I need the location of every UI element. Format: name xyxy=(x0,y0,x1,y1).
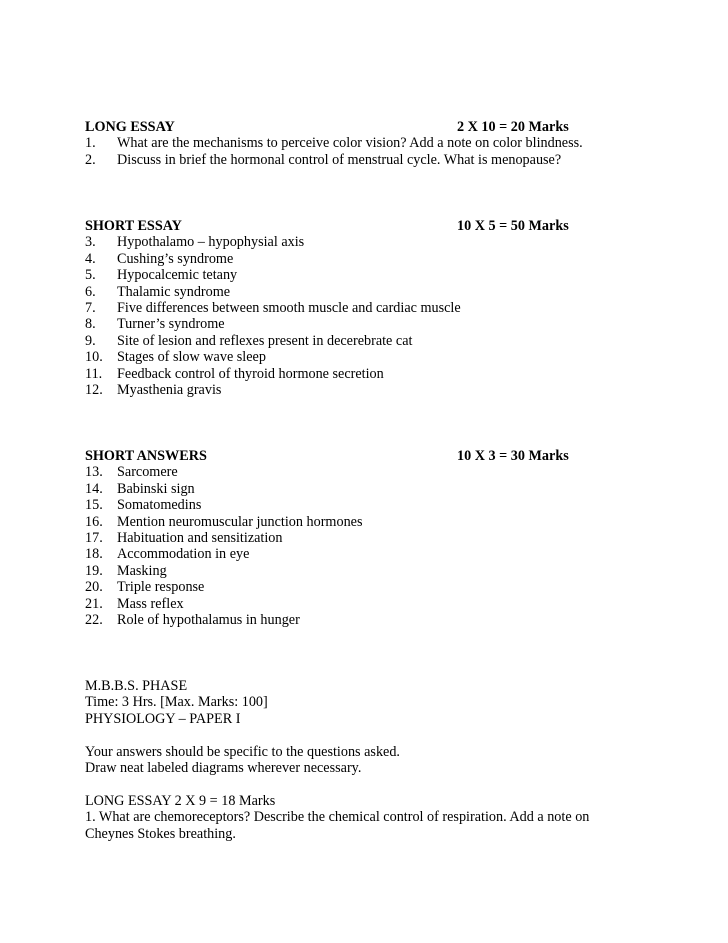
question-item xyxy=(85,267,585,283)
time-and-marks: Time: 3 Hrs. [Max. Marks: 100] xyxy=(85,694,268,711)
question-text: Thalamic syndrome xyxy=(117,283,231,300)
question-text: Sarcomere xyxy=(117,464,178,481)
section-header xyxy=(85,218,585,234)
question-item xyxy=(85,316,585,332)
question-text: Hypothalamo – hypophysial axis xyxy=(117,234,305,251)
question-number: 4. xyxy=(85,250,96,267)
question-number: 20. xyxy=(85,579,103,596)
question-number: 16. xyxy=(85,513,103,530)
section-title: SHORT ANSWERS xyxy=(85,448,207,464)
question-number: 21. xyxy=(85,595,103,612)
question-text: Discuss in brief the hormonal control of menstrual cycle. What is menopause? xyxy=(117,151,562,168)
question-item xyxy=(85,251,585,267)
question-text: Role of hypothalamus in hunger xyxy=(117,612,300,629)
section-title: LONG ESSAY xyxy=(85,119,175,135)
question-number: 3. xyxy=(85,234,96,251)
question-number: 17. xyxy=(85,530,103,547)
question-text: Triple response xyxy=(117,579,205,596)
question-number: 22. xyxy=(85,612,103,629)
question-text: Babinski sign xyxy=(117,480,195,497)
question-item xyxy=(85,579,585,595)
question-number: 10. xyxy=(85,349,103,366)
question-text: What are the mechanisms to perceive color vision? Add a note on color blindness. xyxy=(117,135,583,152)
question-item xyxy=(85,596,585,612)
section-header xyxy=(85,119,585,135)
question-item xyxy=(85,481,585,497)
question-number: 1. xyxy=(85,135,96,152)
short-essay-section xyxy=(85,218,585,398)
question-item xyxy=(85,464,585,480)
section-marks: 10 X 3 = 30 Marks xyxy=(457,448,569,464)
question-item xyxy=(85,300,585,316)
question-number: 6. xyxy=(85,283,96,300)
question-text: Five differences between smooth muscle and cardiac muscle xyxy=(117,300,461,317)
question-number: 19. xyxy=(85,562,103,579)
question-number: 9. xyxy=(85,332,96,349)
question-number: 14. xyxy=(85,480,103,497)
question-item xyxy=(85,333,585,349)
question-number: 15. xyxy=(85,497,103,514)
question-text: Mass reflex xyxy=(117,595,184,612)
question-item xyxy=(85,546,585,562)
spacer xyxy=(85,776,625,792)
section-marks: 10 X 5 = 50 Marks xyxy=(457,218,569,234)
question-text: Hypocalcemic tetany xyxy=(117,267,238,284)
question-line: Cheynes Stokes breathing. xyxy=(85,825,236,842)
question-item xyxy=(85,612,585,628)
question-number: 11. xyxy=(85,365,103,382)
short-answers-section xyxy=(85,448,585,628)
question-item xyxy=(85,530,585,546)
question-text: Mention neuromuscular junction hormones xyxy=(117,513,363,530)
question-text: Turner’s syndrome xyxy=(117,316,225,333)
question-item xyxy=(85,234,585,250)
question-text: Stages of slow wave sleep xyxy=(117,349,266,366)
course-title: M.B.B.S. PHASE xyxy=(85,678,188,694)
question-text: Masking xyxy=(117,562,167,579)
question-number: 8. xyxy=(85,316,96,333)
exam-info-block xyxy=(85,678,625,842)
question-item xyxy=(85,349,585,365)
question-number: 7. xyxy=(85,300,96,317)
question-number: 2. xyxy=(85,151,96,168)
question-number: 13. xyxy=(85,464,103,481)
instruction-line: Draw neat labeled diagrams wherever necessary. xyxy=(85,760,362,777)
spacer xyxy=(85,727,625,743)
section-marks: 2 X 10 = 20 Marks xyxy=(457,119,569,135)
question-line: 1. What are chemoreceptors? Describe the chemical control of respiration. Add a note on xyxy=(85,809,590,826)
question-item xyxy=(85,366,585,382)
question-text: Myasthenia gravis xyxy=(117,382,222,399)
question-item xyxy=(85,563,585,579)
question-item xyxy=(85,382,585,398)
section-title: SHORT ESSAY xyxy=(85,218,182,234)
question-item xyxy=(85,135,585,151)
paper-title: PHYSIOLOGY – PAPER I xyxy=(85,710,241,727)
question-text: Cushing’s syndrome xyxy=(117,250,234,267)
instruction-line: Your answers should be specific to the questions asked. xyxy=(85,743,400,760)
question-text: Accommodation in eye xyxy=(117,546,250,563)
section-header xyxy=(85,448,585,464)
question-number: 18. xyxy=(85,546,103,563)
question-number: 12. xyxy=(85,382,103,399)
question-text: Somatomedins xyxy=(117,497,202,514)
question-item xyxy=(85,514,585,530)
question-item xyxy=(85,152,585,168)
question-number: 5. xyxy=(85,267,96,284)
question-text: Habituation and sensitization xyxy=(117,530,283,547)
long-essay-section xyxy=(85,119,585,168)
section-heading-line: LONG ESSAY 2 X 9 = 18 Marks xyxy=(85,792,276,809)
question-text: Site of lesion and reflexes present in decerebrate cat xyxy=(117,332,413,349)
question-item xyxy=(85,497,585,513)
question-text: Feedback control of thyroid hormone secretion xyxy=(117,365,384,382)
question-item xyxy=(85,284,585,300)
